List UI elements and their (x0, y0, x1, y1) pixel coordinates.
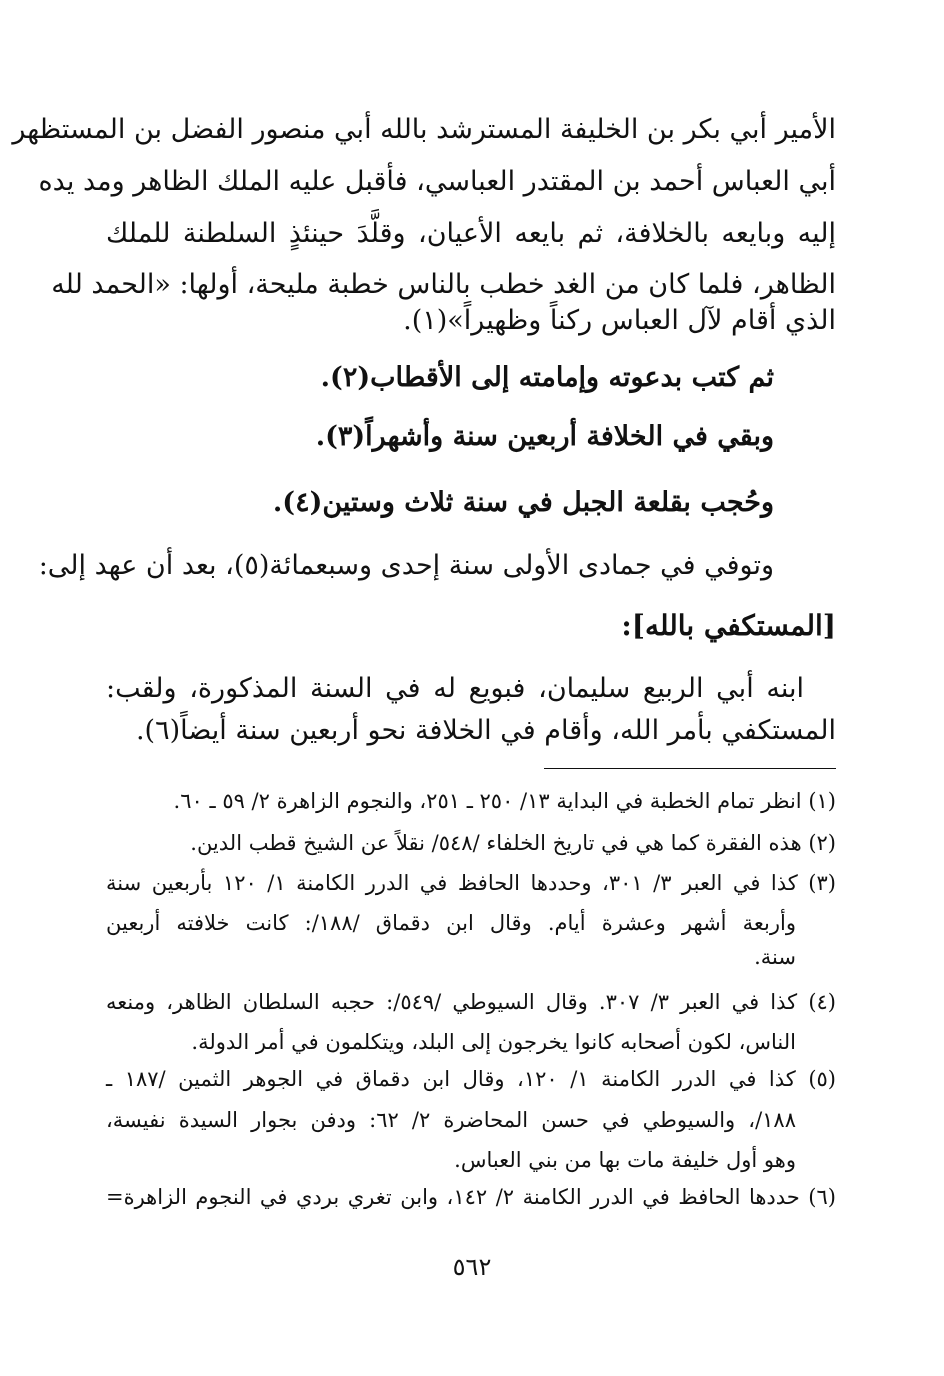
footnote-5: (٥) كذا في الدرر الكامنة ١/ ١٢٠، وقال ابن دقماق في الجوهر الثمين /١٨٧ ـ (106, 1067, 836, 1091)
verse-line: وحُجب بقلعة الجبل في سنة ثلاث وستين(٤). (272, 487, 774, 518)
footnote-6: (٦) حددها الحافظ في الدرر الكامنة ٢/ ١٤٢، وابن تغري بردي في النجوم الزاهرة= (106, 1185, 836, 1209)
footnote-separator (544, 768, 836, 769)
footnote-4: (٤) كذا في العبر ٣/ ٣٠٧. وقال السيوطي /٥٤٩/: حجبه السلطان الظاهر، ومنعه (106, 990, 836, 1014)
footnote-4-cont: الناس، لكون أصحابه كانوا يخرجون إلى البلد، ويتكلمون في أمر الدولة. (191, 1030, 796, 1054)
footnote-3-cont: سنة. (754, 945, 796, 969)
body-line: الذي أقام لآل العباس ركناً وظهيراً»(١). (403, 305, 836, 336)
footnote-3-cont: وأربعة أشهر وعشرة أيام. وقال ابن دقماق /١٨٨/: كانت خلافته أربعين (106, 911, 796, 935)
footnote-2: (٢) هذه الفقرة كما هي في تاريخ الخلفاء /٥٤٨/ نقلاً عن الشيخ قطب الدين. (190, 831, 836, 855)
section-heading: [المستكفي بالله]: (621, 609, 836, 642)
body-line: الظاهر، فلما كان من الغد خطب بالناس خطبة مليحة، أولها: «الحمد لله (51, 269, 836, 300)
body-line: ابنه أبي الربيع سليمان، فبويع له في السنة المذكورة، ولقب: (106, 673, 804, 704)
page-number: ٥٦٢ (452, 1253, 492, 1281)
body-line: الأمير أبي بكر بن الخليفة المسترشد بالله أبي منصور الفضل بن المستظهر (12, 114, 836, 145)
verse-line: وتوفي في جمادى الأولى سنة إحدى وسبعمائة(٥)، بعد أن عهد إلى: (38, 550, 774, 581)
footnote-5-cont: ١٨٨/، والسيوطي في حسن المحاضرة ٢/ ٦٢: ودفن بجوار السيدة نفيسة، (106, 1108, 796, 1132)
verse-line: ثم كتب بدعوته وإمامته إلى الأقطاب(٢). (320, 362, 774, 393)
footnote-1: (١) انظر تمام الخطبة في البداية ١٣/ ٢٥٠ ـ ٢٥١، والنجوم الزاهرة ٢/ ٥٩ ـ ٦٠. (173, 789, 836, 813)
body-line: إليه وبايعه بالخلافة، ثم بايعه الأعيان، وقلَّدَ حينئذٍ السلطنة للملك (106, 218, 836, 249)
footnote-3: (٣) كذا في العبر ٣/ ٣٠١، وحددها الحافظ في الدرر الكامنة ١/ ١٢٠ بأربعين سنة (106, 871, 836, 895)
body-line: أبي العباس أحمد بن المقتدر العباسي، فأقبل عليه الملك الظاهر ومد يده (38, 166, 836, 197)
body-line: المستكفي بأمر الله، وأقام في الخلافة نحو أربعين سنة أيضاً(٦). (135, 715, 836, 746)
footnote-5-cont: وهو أول خليفة مات بها من بني العباس. (454, 1148, 796, 1172)
verse-line: وبقي في الخلافة أربعين سنة وأشهراً(٣). (315, 421, 774, 452)
